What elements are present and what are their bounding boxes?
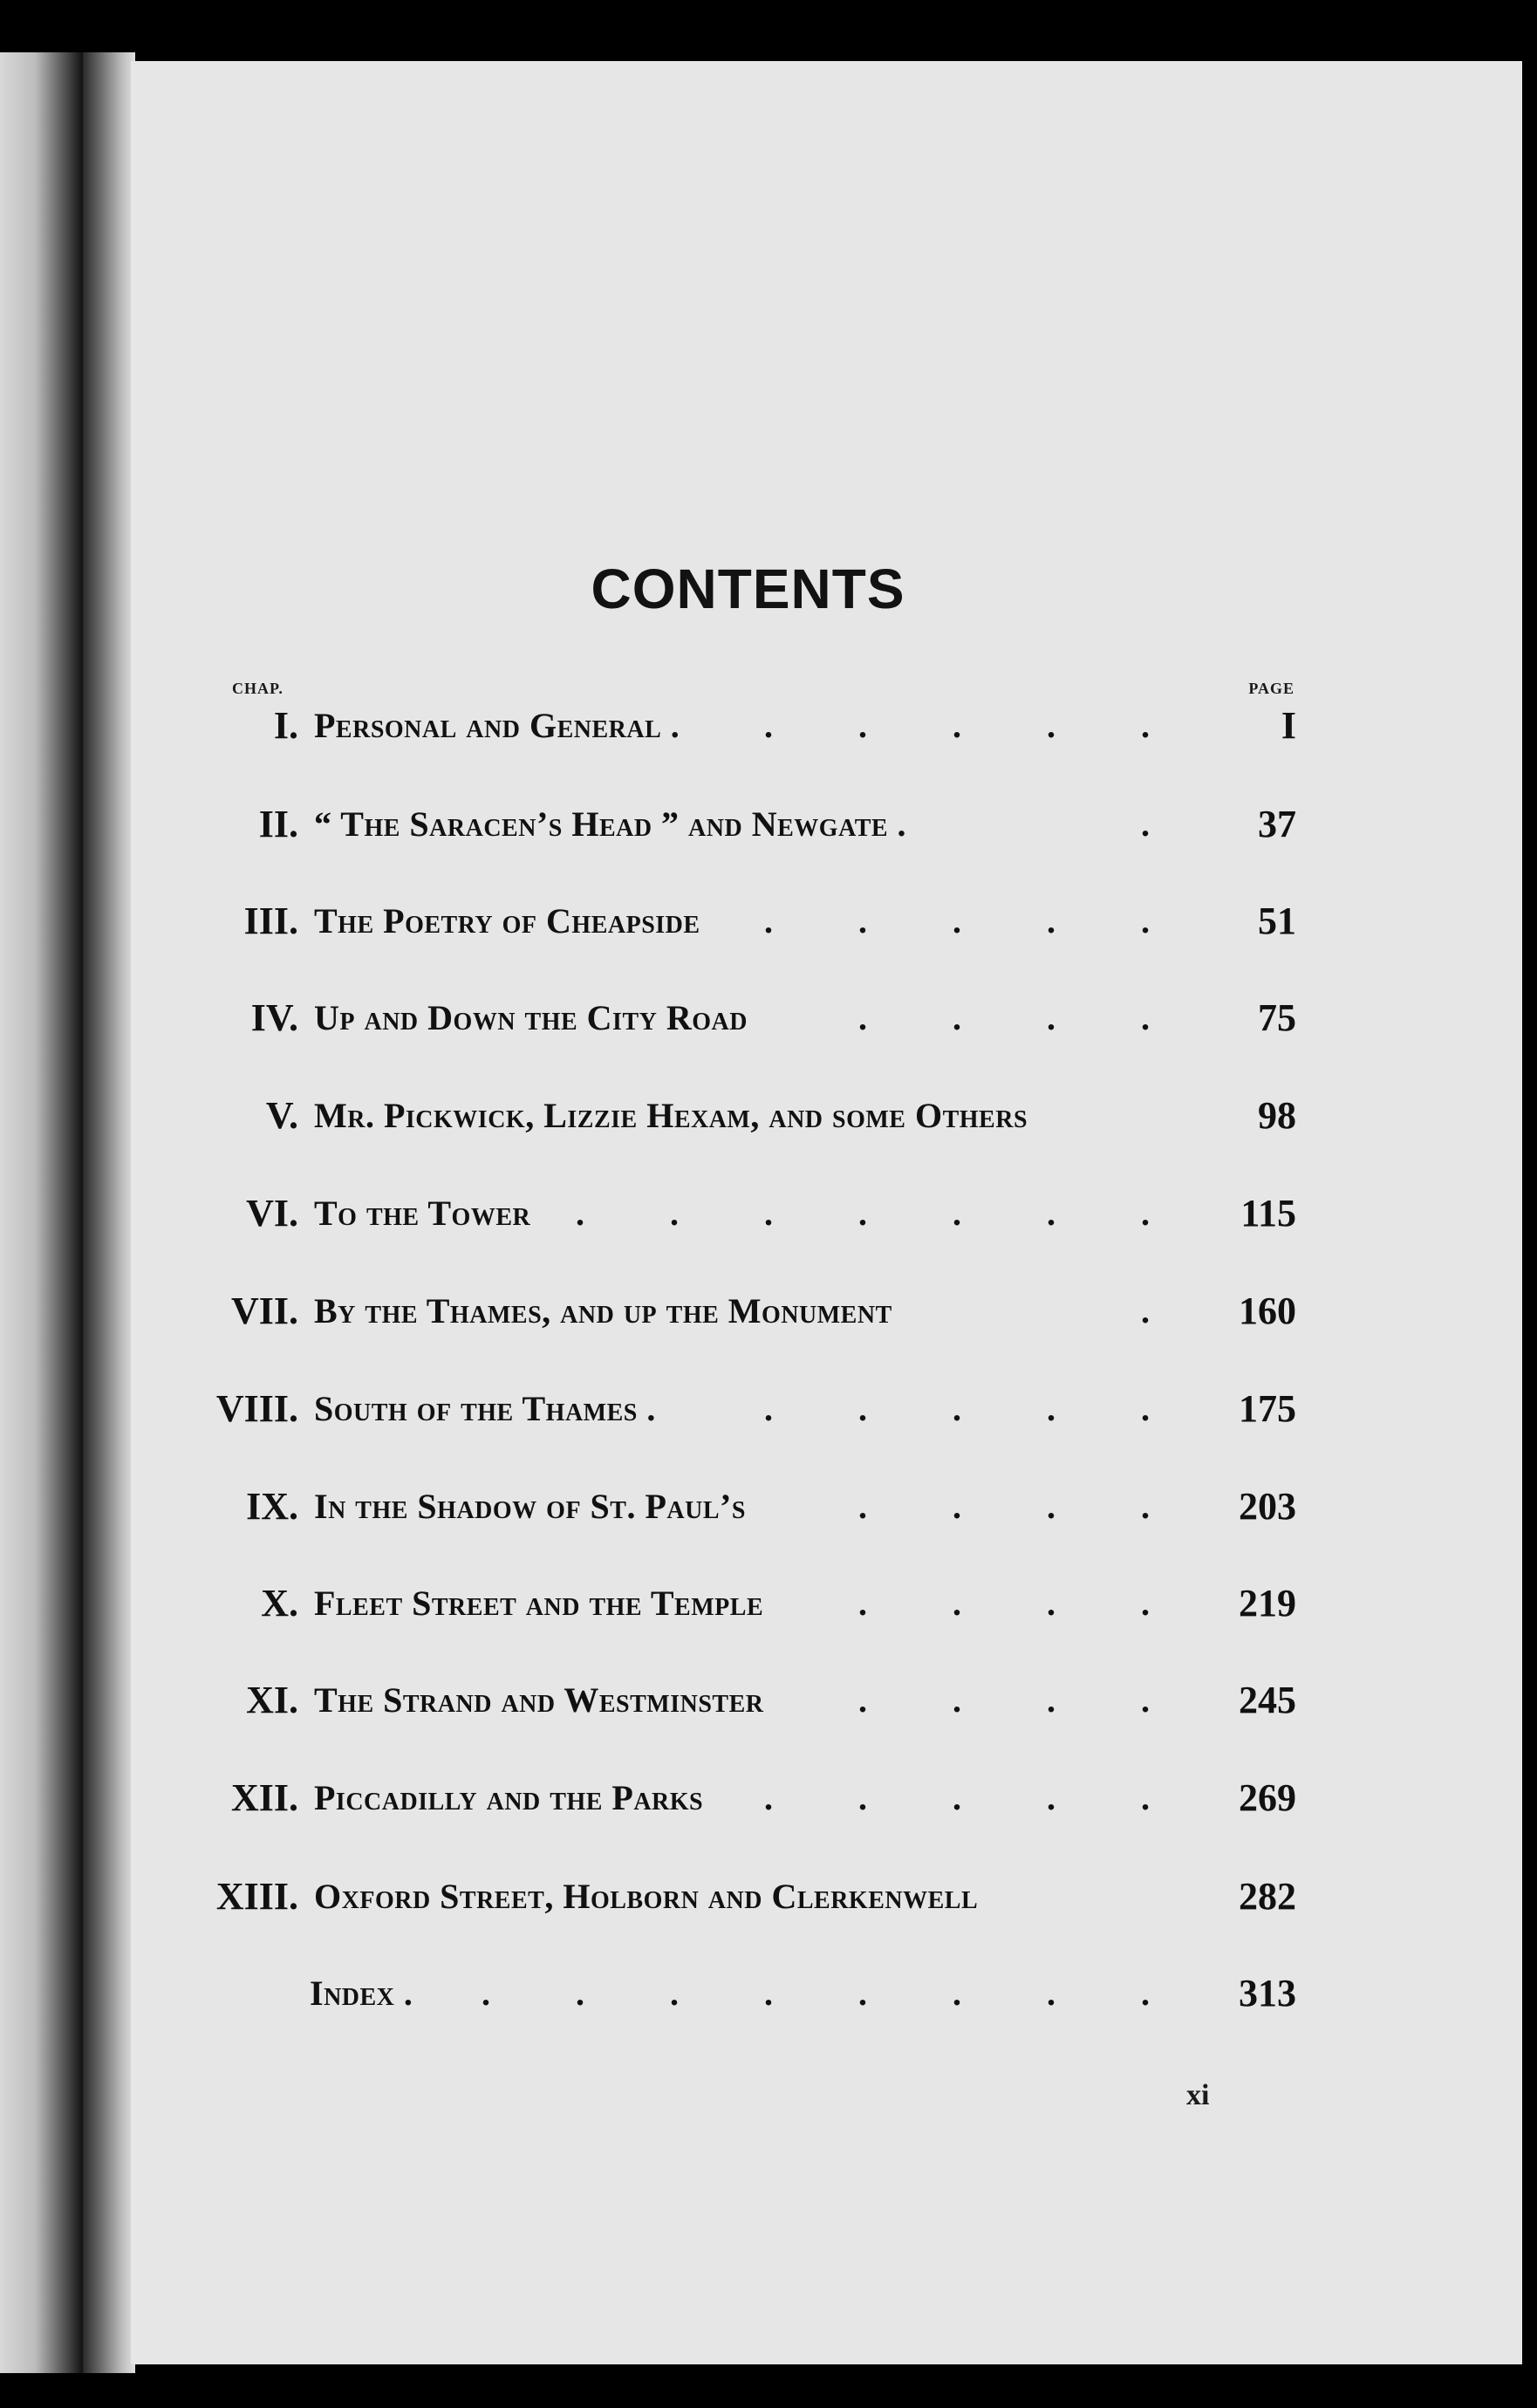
chapter-number: IX. xyxy=(246,1485,298,1528)
chapter-title: Personal and General . xyxy=(314,706,680,745)
chapter-title: “ The Saracen’s Head ” and Newgate . xyxy=(314,804,907,844)
page-number: 37 xyxy=(1258,803,1296,845)
toc-entry xyxy=(0,1573,1537,1634)
page-number: 282 xyxy=(1239,1875,1296,1918)
chapter-title: Mr. Pickwick, Lizzie Hexam, and some Others xyxy=(314,1096,1028,1135)
chapter-number: II. xyxy=(258,803,298,845)
page-number: 175 xyxy=(1239,1387,1296,1430)
chapter-number: IV. xyxy=(250,996,298,1039)
chapter-number: XIII. xyxy=(215,1875,298,1918)
chapter-number: X. xyxy=(261,1582,298,1625)
chapter-title: By the Thames, and up the Monument xyxy=(314,1291,892,1331)
chapter-number: XI. xyxy=(246,1679,298,1721)
page-number: I xyxy=(1281,704,1296,747)
chapter-number: VIII. xyxy=(215,1387,298,1430)
page-title: CONTENTS xyxy=(591,558,905,620)
chapter-title: The Poetry of Cheapside xyxy=(314,901,700,941)
toc-entry xyxy=(0,1866,1537,1927)
page-column-label: PAGE xyxy=(1248,680,1294,697)
toc-entry xyxy=(0,794,1537,855)
leader-dots: . . . . . xyxy=(764,901,1188,941)
toc-entry xyxy=(0,1768,1537,1829)
chapter-title: Up and Down the City Road xyxy=(314,998,748,1037)
leader-dots: . . . . . xyxy=(764,1778,1188,1817)
page-number: 269 xyxy=(1239,1776,1296,1819)
chapter-number: VII. xyxy=(230,1290,298,1332)
chapter-number: V. xyxy=(265,1094,298,1137)
page-number: 75 xyxy=(1258,996,1296,1039)
chapter-title: Fleet Street and the Temple xyxy=(314,1584,764,1623)
chapter-title: Piccadilly and the Parks xyxy=(314,1778,704,1817)
toc-entry xyxy=(0,1085,1537,1146)
page-number: 160 xyxy=(1239,1290,1296,1332)
leader-dots: . . . . xyxy=(858,1487,1188,1526)
leader-dots: . . . . xyxy=(858,998,1188,1037)
folio-page-number: xi xyxy=(1186,2079,1210,2111)
chapter-title: To the Tower xyxy=(314,1194,531,1233)
leader-dots: . . . . . xyxy=(764,706,1188,745)
page-number: 98 xyxy=(1258,1094,1296,1137)
chapter-number: VI. xyxy=(246,1192,298,1235)
leader-dots: . . . . . . . xyxy=(576,1194,1188,1233)
leader-dots: . . . . . . . . xyxy=(482,1974,1188,2013)
leader-dots: . xyxy=(1141,1291,1188,1331)
page-number: 203 xyxy=(1239,1485,1296,1528)
toc-entry xyxy=(0,695,1537,756)
leader-dots: . . . . xyxy=(858,1680,1188,1720)
toc-entry xyxy=(0,1476,1537,1537)
leader-dots: . xyxy=(1141,804,1188,844)
chapter-title: South of the Thames . xyxy=(314,1389,656,1428)
page-number: 245 xyxy=(1239,1679,1296,1721)
page-number: 313 xyxy=(1239,1972,1296,2015)
chapter-number: I. xyxy=(273,704,298,747)
chapter-title: In the Shadow of St. Paul’s xyxy=(314,1487,746,1526)
leader-dots: . . . . . xyxy=(764,1389,1188,1428)
page-number: 219 xyxy=(1239,1582,1296,1625)
chapter-title: The Strand and Westminster xyxy=(314,1680,764,1720)
toc-entry xyxy=(0,1183,1537,1244)
toc-index-entry xyxy=(0,1963,1537,2024)
chapter-column-label: CHAP. xyxy=(232,680,283,697)
chapter-number: III. xyxy=(243,900,298,942)
page-number: 51 xyxy=(1258,900,1296,942)
leader-dots: . . . . xyxy=(858,1584,1188,1623)
toc-entry xyxy=(0,988,1537,1049)
toc-entry xyxy=(0,891,1537,952)
chapter-number: XII. xyxy=(230,1776,298,1819)
toc-entry xyxy=(0,1281,1537,1342)
page-number: 115 xyxy=(1240,1192,1296,1235)
index-title: Index . xyxy=(310,1974,413,2013)
toc-entry xyxy=(0,1670,1537,1731)
toc-entry xyxy=(0,1378,1537,1440)
chapter-title: Oxford Street, Holborn and Clerkenwell xyxy=(314,1877,979,1916)
